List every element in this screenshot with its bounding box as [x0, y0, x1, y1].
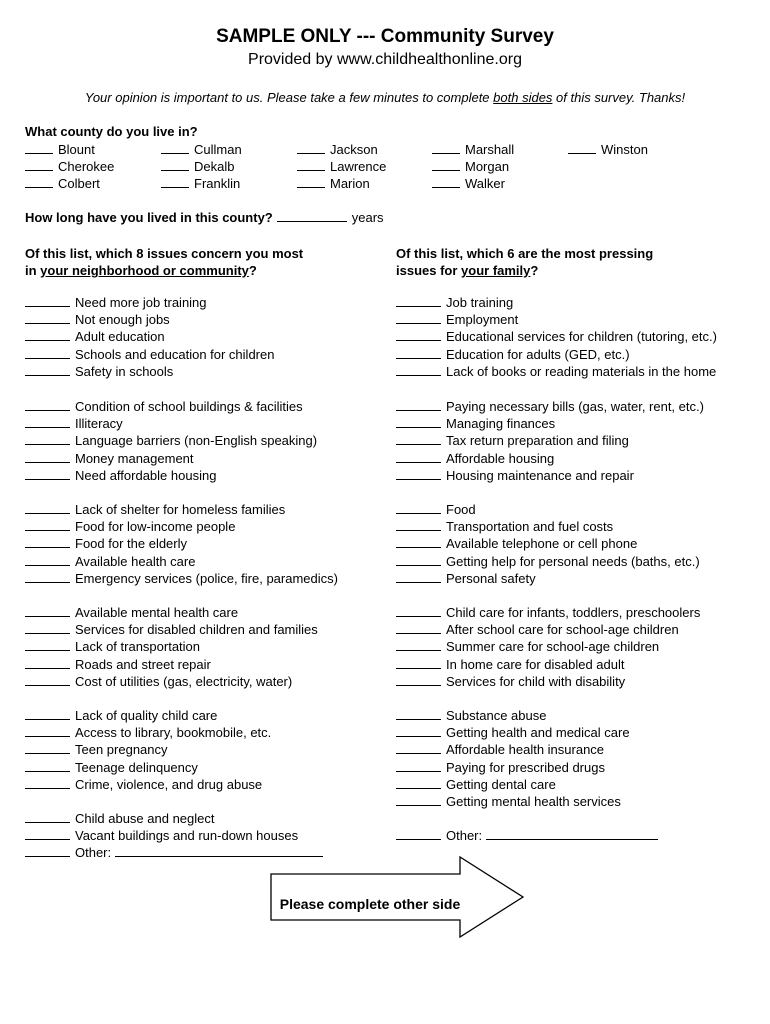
county-answer-blank[interactable]	[432, 159, 460, 171]
county-name: Winston	[601, 142, 648, 157]
rank-answer-blank[interactable]	[25, 329, 70, 341]
left-list-item	[25, 294, 207, 311]
rank-answer-blank[interactable]	[396, 519, 441, 531]
right-list-item	[396, 638, 659, 655]
rank-answer-blank[interactable]	[396, 605, 441, 617]
issue-label: Food for the elderly	[75, 536, 188, 552]
years-suffix: years	[351, 210, 384, 225]
left-list-heading	[25, 245, 303, 279]
right-list-item	[396, 793, 621, 810]
issue-label: Getting dental care	[446, 776, 556, 792]
rank-answer-blank[interactable]	[25, 828, 70, 840]
right-list-item	[396, 518, 613, 535]
issue-label: Affordable health insurance	[446, 742, 605, 758]
issue-label: Education for adults (GED, etc.)	[446, 346, 630, 362]
issue-label: Paying for prescribed drugs	[446, 759, 605, 775]
county-name: Morgan	[465, 159, 510, 174]
rank-answer-blank[interactable]	[396, 451, 441, 463]
rank-answer-blank[interactable]	[396, 742, 441, 754]
rank-answer-blank[interactable]	[25, 622, 70, 634]
right-heading-underlined: your family	[461, 263, 531, 278]
issue-label: Illiteracy	[75, 416, 123, 432]
county-option	[25, 141, 95, 158]
left-list-item	[25, 638, 200, 655]
right-list-item	[396, 724, 630, 741]
other-label: Other:	[75, 845, 112, 860]
right-list-item	[396, 346, 630, 363]
right-list-item	[396, 759, 605, 776]
issue-label: Job training	[446, 295, 514, 310]
county-answer-blank[interactable]	[297, 159, 325, 171]
right-list-item	[396, 604, 700, 621]
rank-answer-blank[interactable]	[25, 811, 70, 823]
left-list-item	[25, 741, 168, 758]
left-heading-line1: Of this list, which 8 issues concern you most	[25, 246, 304, 261]
right-list-item	[396, 294, 513, 311]
issue-label: Need affordable housing	[75, 467, 217, 483]
issue-label: Condition of school buildings & facilities	[75, 399, 303, 414]
left-list-item	[25, 827, 298, 844]
rank-answer-blank[interactable]	[25, 777, 70, 789]
left-list-item	[25, 450, 194, 467]
left-list-item	[25, 656, 211, 673]
issue-label: Child abuse and neglect	[75, 811, 215, 826]
county-option	[161, 141, 242, 158]
right-list-item	[396, 707, 546, 724]
issue-label: Crime, violence, and drug abuse	[75, 776, 263, 792]
rank-answer-blank[interactable]	[396, 347, 441, 359]
rank-answer-blank[interactable]	[396, 312, 441, 324]
rank-answer-blank[interactable]	[25, 399, 70, 411]
rank-answer-blank[interactable]	[25, 468, 70, 480]
right-list-item	[396, 363, 716, 380]
rank-answer-blank[interactable]	[25, 347, 70, 359]
right-list-item	[396, 467, 634, 484]
right-list-item	[396, 311, 518, 328]
issue-label: Vacant buildings and run-down houses	[75, 828, 299, 844]
other-label: Other:	[446, 828, 483, 843]
left-list-item	[25, 398, 303, 415]
years-question	[25, 210, 384, 225]
issue-label: Affordable housing	[446, 450, 555, 466]
left-list-item	[25, 707, 217, 724]
right-list-item	[396, 535, 637, 552]
years-answer-field[interactable]	[277, 210, 347, 222]
rank-answer-blank[interactable]	[396, 622, 441, 634]
issue-label: Not enough jobs	[75, 312, 170, 328]
county-name: Dekalb	[194, 159, 235, 174]
issue-label: Educational services for children (tutoring, etc.)	[446, 329, 717, 345]
county-name: Cherokee	[58, 159, 115, 174]
county-option	[432, 175, 505, 192]
rank-answer-blank[interactable]	[396, 295, 441, 307]
county-answer-blank[interactable]	[432, 142, 460, 154]
rank-answer-blank[interactable]	[396, 433, 441, 445]
right-heading-line2	[396, 262, 653, 279]
left-heading-prefix: in	[25, 263, 41, 278]
county-option	[297, 175, 370, 192]
rank-answer-blank[interactable]	[25, 657, 70, 669]
issue-label: Getting health and medical care	[446, 725, 630, 741]
survey-subtitle: Provided by www.childhealthonline.org	[248, 51, 522, 68]
left-list-item	[25, 415, 123, 432]
county-name: Colbert	[58, 176, 100, 191]
county-answer-blank[interactable]	[25, 159, 53, 171]
other-text-field[interactable]	[486, 828, 658, 840]
left-list-item	[25, 621, 318, 638]
issue-label: Need more job training	[75, 295, 207, 310]
years-question-label: How long have you lived in this county?	[25, 210, 273, 225]
issue-label: Summer care for school-age children	[446, 639, 660, 655]
right-heading-suffix: ?	[530, 263, 539, 278]
issue-label: Tax return preparation and filing	[446, 433, 629, 449]
issue-label: Emergency services (police, fire, paramedics)	[75, 570, 338, 586]
left-list-item	[25, 553, 195, 570]
issue-label: Language barriers (non-English speaking)	[75, 433, 318, 449]
rank-answer-blank[interactable]	[25, 502, 70, 514]
left-heading-suffix: ?	[248, 263, 257, 278]
rank-answer-blank[interactable]	[396, 468, 441, 480]
county-name: Cullman	[194, 142, 242, 157]
county-option	[25, 175, 100, 192]
issue-label: Money management	[75, 450, 194, 466]
left-list-item	[25, 724, 271, 741]
survey-intro	[0, 90, 770, 105]
county-option	[297, 141, 378, 158]
rank-answer-blank[interactable]	[25, 364, 70, 376]
issue-label: Roads and street repair	[75, 656, 211, 672]
county-answer-blank[interactable]	[161, 159, 189, 171]
rank-answer-blank[interactable]	[25, 416, 70, 428]
issue-label: Substance abuse	[446, 708, 547, 723]
left-list-item	[25, 432, 317, 449]
county-option	[25, 158, 114, 175]
left-list-item	[25, 467, 216, 484]
right-list-item	[396, 553, 700, 570]
issue-label: Getting mental health services	[446, 794, 621, 809]
right-list-item	[396, 656, 625, 673]
rank-answer-blank[interactable]	[25, 433, 70, 445]
rank-answer-blank[interactable]	[25, 725, 70, 737]
left-list-item	[25, 810, 215, 827]
right-list-item	[396, 328, 717, 345]
issue-label: Available health care	[75, 553, 196, 569]
county-answer-blank[interactable]	[297, 142, 325, 154]
rank-answer-blank[interactable]	[25, 519, 70, 531]
county-option	[432, 158, 509, 175]
rank-answer-blank[interactable]	[396, 571, 441, 583]
rank-answer-blank[interactable]	[25, 760, 70, 772]
issue-label: Teen pregnancy	[75, 742, 168, 758]
rank-answer-blank[interactable]	[396, 399, 441, 411]
issue-label: Cost of utilities (gas, electricity, water)	[75, 673, 293, 689]
issue-label: Services for child with disability	[446, 673, 626, 689]
county-name: Lawrence	[330, 159, 387, 174]
county-answer-blank[interactable]	[161, 176, 189, 188]
county-name: Franklin	[194, 176, 241, 191]
arrow-label: Please complete other side	[279, 896, 461, 912]
rank-answer-blank[interactable]	[396, 329, 441, 341]
left-list-item	[25, 346, 274, 363]
county-option	[161, 158, 234, 175]
right-list-item	[396, 741, 604, 758]
issue-label: Child care for infants, toddlers, preschoolers	[446, 605, 701, 620]
county-answer-blank[interactable]	[25, 176, 53, 188]
left-list-item	[25, 501, 285, 518]
rank-answer-blank[interactable]	[25, 639, 70, 651]
county-answer-blank[interactable]	[432, 176, 460, 188]
issue-label: Access to library, bookmobile, etc.	[75, 725, 272, 741]
rank-answer-blank[interactable]	[25, 451, 70, 463]
county-name: Marion	[330, 176, 370, 191]
issue-label: Lack of books or reading materials in the home	[446, 363, 717, 379]
right-list-item	[396, 398, 704, 415]
rank-answer-blank[interactable]	[396, 760, 441, 772]
intro-text-before: Your opinion is important to us. Please take a few minutes to complete	[84, 90, 494, 105]
right-list-heading	[396, 245, 653, 279]
right-list-other	[396, 827, 663, 844]
left-list-item	[25, 518, 235, 535]
county-option	[432, 141, 514, 158]
issue-label: Lack of transportation	[75, 639, 201, 655]
rank-answer-blank[interactable]	[396, 828, 441, 840]
rank-answer-blank[interactable]	[396, 725, 441, 737]
rank-answer-blank[interactable]	[396, 416, 441, 428]
county-name: Blount	[58, 142, 95, 157]
rank-answer-blank[interactable]	[396, 554, 441, 566]
right-heading-prefix: issues for	[396, 263, 462, 278]
issue-label: After school care for school-age children	[446, 622, 679, 638]
issue-label: Adult education	[75, 329, 165, 345]
county-option	[568, 141, 648, 158]
right-list-item	[396, 432, 629, 449]
issue-label: Employment	[446, 312, 519, 328]
rank-answer-blank[interactable]	[396, 794, 441, 806]
rank-answer-blank[interactable]	[25, 708, 70, 720]
rank-answer-blank[interactable]	[25, 536, 70, 548]
issue-label: Available telephone or cell phone	[446, 536, 638, 552]
rank-answer-blank[interactable]	[25, 605, 70, 617]
right-list-item	[396, 570, 536, 587]
rank-answer-blank[interactable]	[396, 657, 441, 669]
rank-answer-blank[interactable]	[25, 295, 70, 307]
rank-answer-blank[interactable]	[396, 502, 441, 514]
county-option	[161, 175, 240, 192]
intro-text-underlined: both sides	[493, 90, 553, 105]
issue-label: Paying necessary bills (gas, water, rent, etc.)	[446, 399, 704, 414]
right-list-item	[396, 621, 679, 638]
rank-answer-blank[interactable]	[396, 708, 441, 720]
issue-label: Personal safety	[446, 570, 536, 586]
rank-answer-blank[interactable]	[25, 742, 70, 754]
issue-label: In home care for disabled adult	[446, 656, 625, 672]
left-list-item	[25, 535, 187, 552]
issue-label: Available mental health care	[75, 605, 239, 620]
left-list-item	[25, 363, 173, 380]
rank-answer-blank[interactable]	[25, 554, 70, 566]
issue-label: Schools and education for children	[75, 346, 275, 362]
county-answer-blank[interactable]	[568, 142, 596, 154]
left-list-item	[25, 311, 170, 328]
issue-label: Safety in schools	[75, 363, 174, 379]
issue-label: Services for disabled children and families	[75, 622, 318, 638]
rank-answer-blank[interactable]	[396, 364, 441, 376]
county-name: Jackson	[330, 142, 378, 157]
left-list-item	[25, 328, 165, 345]
issue-label: Managing finances	[446, 416, 556, 432]
issue-label: Teenage delinquency	[75, 759, 198, 775]
intro-text-after: of this survey. Thanks!	[552, 90, 686, 105]
left-list-item	[25, 673, 292, 690]
survey-title: SAMPLE ONLY --- Community Survey	[216, 26, 554, 47]
rank-answer-blank[interactable]	[25, 312, 70, 324]
county-option	[297, 158, 386, 175]
right-list-item	[396, 415, 555, 432]
issue-label: Transportation and fuel costs	[446, 519, 614, 535]
county-question-label: What county do you live in?	[25, 124, 198, 139]
right-heading-line1: Of this list, which 6 are the most pressing	[396, 246, 654, 261]
rank-answer-blank[interactable]	[25, 845, 70, 857]
left-list-item	[25, 604, 238, 621]
right-list-item	[396, 776, 556, 793]
county-answer-blank[interactable]	[161, 142, 189, 154]
right-list-item	[396, 673, 625, 690]
rank-answer-blank[interactable]	[396, 674, 441, 686]
rank-answer-blank[interactable]	[396, 639, 441, 651]
left-heading-line2	[25, 262, 303, 279]
left-list-item	[25, 759, 198, 776]
county-name: Marshall	[465, 142, 515, 157]
issue-label: Food	[446, 502, 476, 517]
right-list-item	[396, 450, 554, 467]
issue-label: Getting help for personal needs (baths, etc.)	[446, 553, 700, 569]
left-list-item	[25, 776, 262, 793]
issue-label: Housing maintenance and repair	[446, 467, 634, 483]
rank-answer-blank[interactable]	[25, 571, 70, 583]
issue-label: Lack of quality child care	[75, 708, 218, 723]
left-heading-underlined: your neighborhood or community	[40, 263, 249, 278]
county-answer-blank[interactable]	[25, 142, 53, 154]
right-list-item	[396, 501, 476, 518]
issue-label: Food for low-income people	[75, 519, 236, 535]
rank-answer-blank[interactable]	[396, 777, 441, 789]
issue-label: Lack of shelter for homeless families	[75, 502, 286, 517]
left-list-item	[25, 570, 338, 587]
rank-answer-blank[interactable]	[396, 536, 441, 548]
county-answer-blank[interactable]	[297, 176, 325, 188]
rank-answer-blank[interactable]	[25, 674, 70, 686]
county-name: Walker	[465, 176, 505, 191]
